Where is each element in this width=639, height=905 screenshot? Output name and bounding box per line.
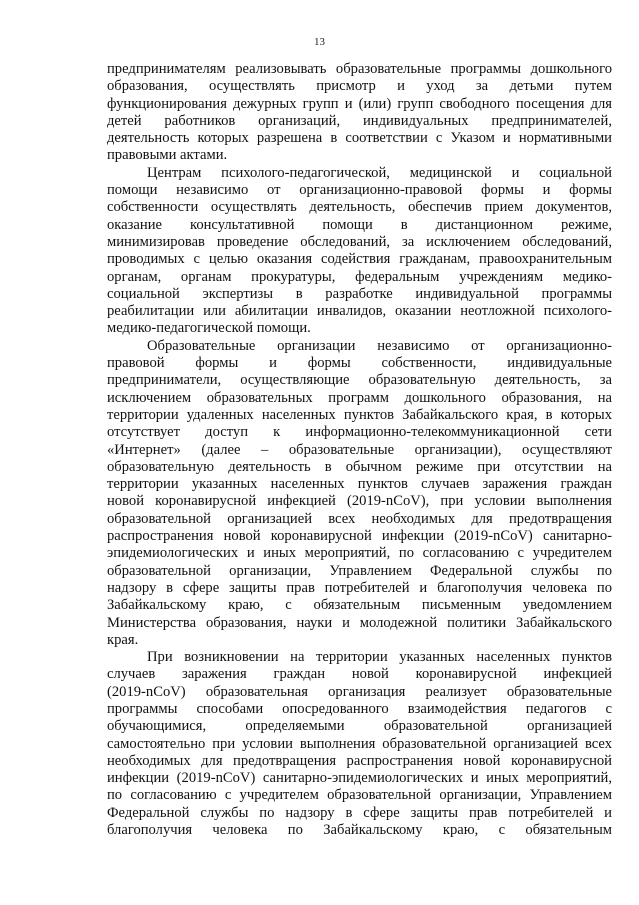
text-line: органам, органам прокуратуры, федеральным учреждениям медико- — [107, 268, 612, 285]
text-line: территории указанных населенных пунктов случаев заражения граждан — [107, 476, 612, 493]
text-line: предприниматели, осуществляющие образовательную деятельность, за — [107, 372, 612, 389]
text-line: исключением образовательных программ дошкольного образования, на — [107, 389, 612, 406]
text-line: функционирования дежурных групп и (или) групп свободного посещения для — [107, 95, 612, 112]
page-number: 13 — [314, 36, 325, 48]
text-line: «Интернет» (далее – образовательные организации), осуществляют — [107, 441, 612, 458]
text-line: социальной экспертизы в разработке индивидуальной программы — [107, 285, 612, 302]
text-line: края. — [107, 631, 139, 648]
text-line: минимизировав проведение обследований, за исключением обследований, — [107, 233, 612, 250]
text-line: образования, осуществлять присмотр и уход за детьми путем — [107, 78, 612, 95]
text-line: надзору в сфере защиты прав потребителей и благополучия человека по — [107, 579, 612, 596]
text-line: образовательную деятельность в обычном режиме при отсутствии на — [107, 458, 612, 475]
text-line: новой коронавирусной инфекцией (2019-nCoV), при условии выполнения — [107, 493, 612, 510]
text-line: распространения новой коронавирусной инфекции (2019-nCoV) санитарно- — [107, 528, 612, 545]
text-line: детей работников организаций, индивидуальных предпринимателей, — [107, 112, 612, 129]
text-line: обучающимися, определяемыми образовательной организацией — [107, 718, 612, 735]
text-line: (2019-nCoV) образовательная организация реализует образовательные — [107, 683, 612, 700]
text-line: эпидемиологических и иных мероприятий, по согласованию с учредителем — [107, 545, 612, 562]
text-line: благополучия человека по Забайкальскому краю, с обязательным — [107, 822, 612, 839]
text-line: правовыми актами. — [107, 147, 228, 164]
text-line: необходимых для предотвращения распространения новой коронавирусной — [107, 752, 612, 769]
text-line: правовой формы и формы собственности, индивидуальные — [107, 355, 612, 372]
text-line: отсутствует доступ к информационно-телекоммуникационной сети — [107, 424, 612, 441]
text-line: инфекции (2019-nCoV) санитарно-эпидемиологических и иных мероприятий, — [107, 770, 612, 787]
text-line: деятельность которых разрешена в соответствии с Указом и нормативными — [107, 130, 612, 147]
text-line: по согласованию с учредителем образовательной организации, Управлением — [107, 787, 612, 804]
text-line: Образовательные организации независимо от организационно- — [147, 337, 612, 354]
text-line: проводимых с целью оказания содействия гражданам, правоохранительным — [107, 251, 612, 268]
body-text — [107, 61, 612, 839]
text-line: территории удаленных населенных пунктов Забайкальского края, в которых — [107, 406, 612, 423]
text-line: медико-педагогической помощи. — [107, 320, 311, 337]
text-line: случаев заражения граждан новой коронавирусной инфекцией — [107, 666, 612, 683]
text-line: образовательной организации, Управлением Федеральной службы по — [107, 562, 612, 579]
text-line: При возникновении на территории указанных населенных пунктов — [147, 649, 612, 666]
text-line: собственности осуществлять деятельность, обеспечив прием документов, — [107, 199, 612, 216]
text-line: реабилитации или абилитации инвалидов, оказании неотложной психолого- — [107, 303, 612, 320]
text-line: Забайкальскому краю, с обязательным письменным уведомлением — [107, 597, 612, 614]
text-line: образовательной организацией всех необходимых для предотвращения — [107, 510, 612, 527]
text-line: Федеральной службы по надзору в сфере защиты прав потребителей и — [107, 804, 612, 821]
text-line: оказание консультативной помощи в дистанционном режиме, — [107, 216, 612, 233]
text-line: программы способами опосредованного взаимодействия педагогов с — [107, 700, 612, 717]
text-line: самостоятельно при условии выполнения образовательной организацией всех — [107, 735, 612, 752]
text-line: предпринимателям реализовывать образовательные программы дошкольного — [107, 61, 612, 77]
text-line: Центрам психолого-педагогической, медицинской и социальной — [147, 164, 612, 181]
text-line: Министерства образования, науки и молодежной политики Забайкальского — [107, 614, 612, 631]
text-line: помощи независимо от организационно-правовой формы и формы — [107, 182, 612, 199]
